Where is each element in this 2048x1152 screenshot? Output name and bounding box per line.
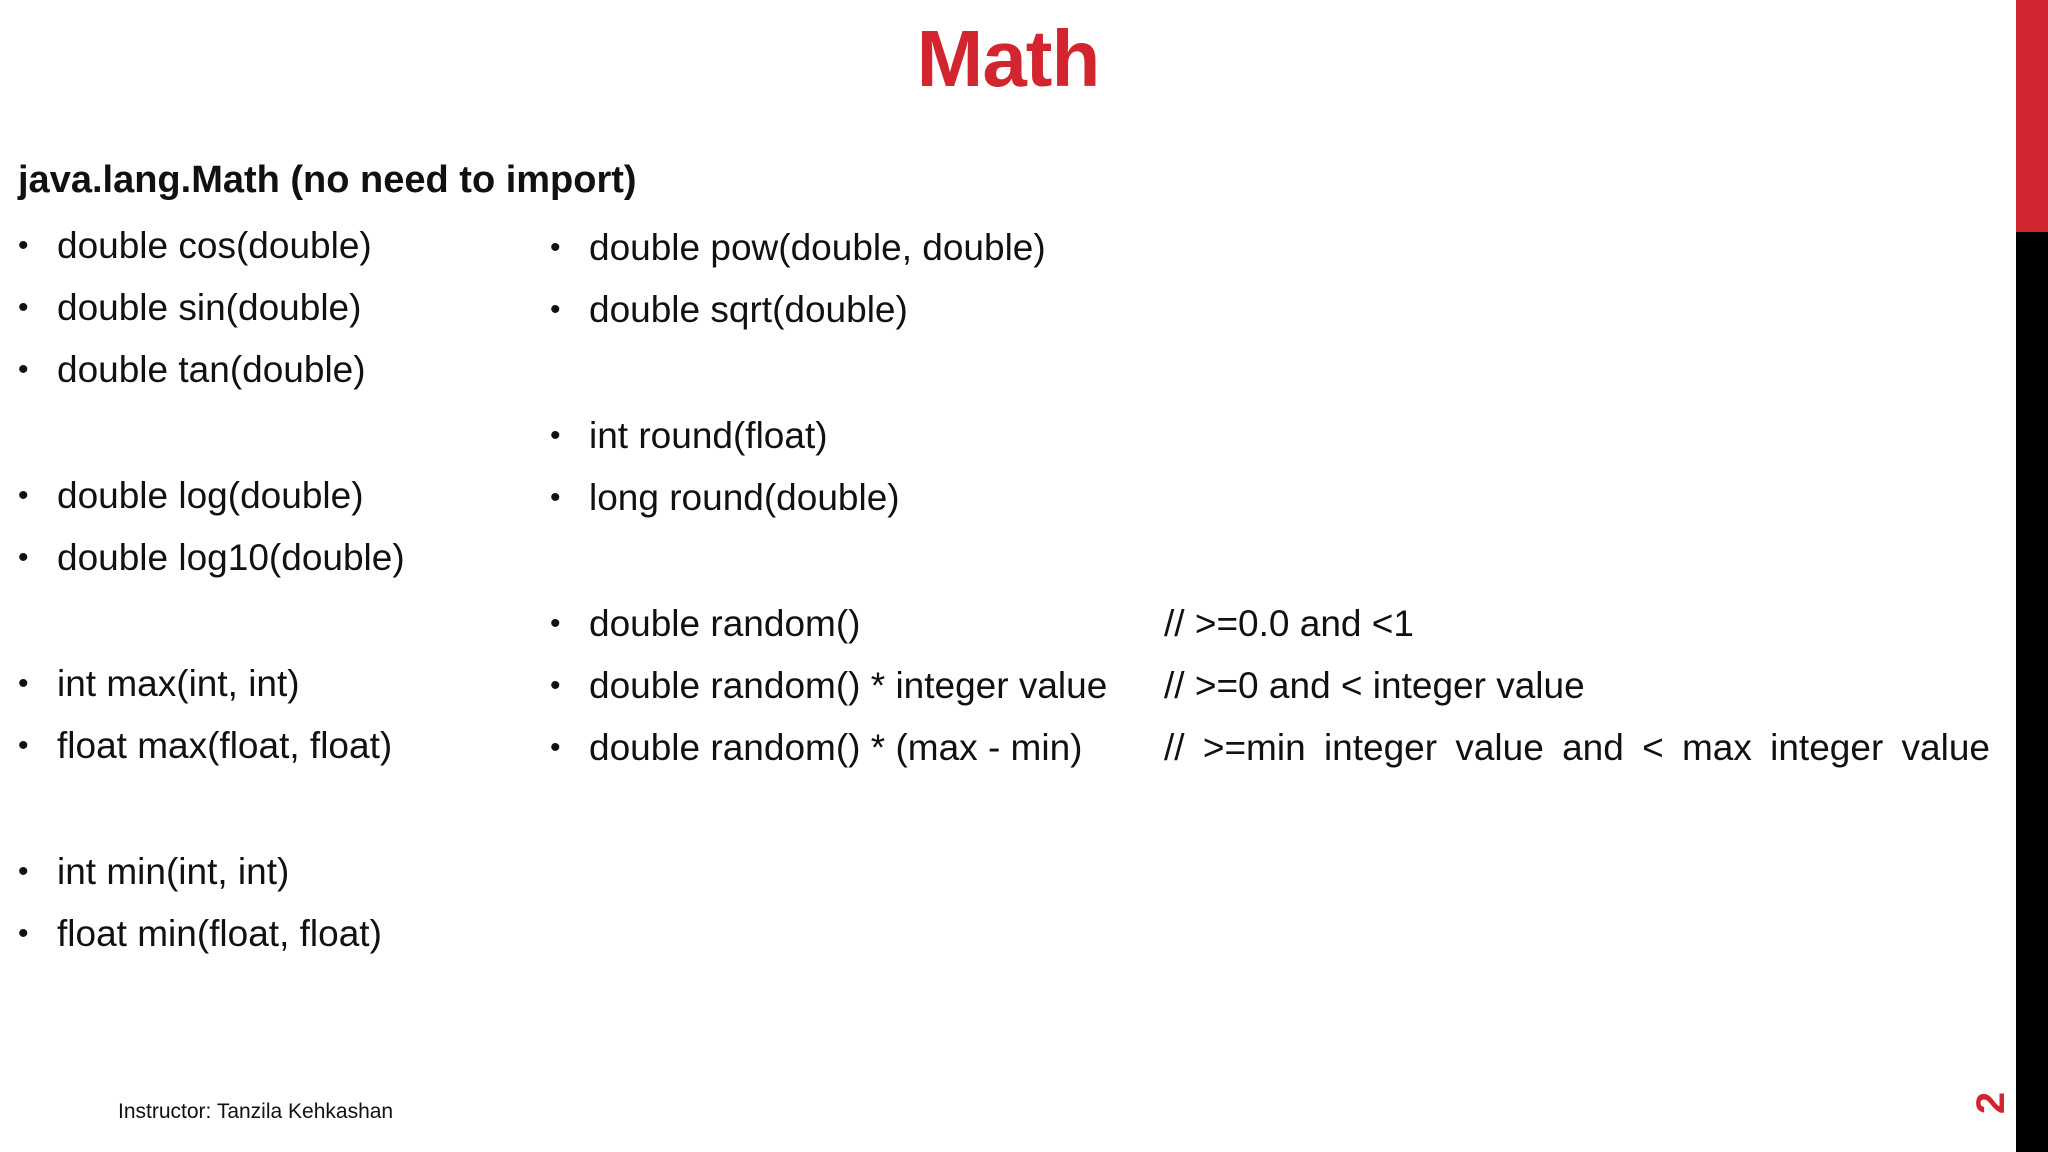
bullet-dot: • (550, 607, 561, 640)
list-item-label: double log10(double) (57, 537, 405, 578)
bullet-dot: • (18, 667, 29, 700)
section-heading: java.lang.Math (no need to import) (18, 159, 637, 201)
bullet-dot: • (18, 229, 29, 262)
list-item-label: long round(double) (589, 477, 900, 518)
bullet-dot: • (18, 917, 29, 950)
list-item-label: double random() * (max - min) (589, 727, 1083, 768)
list-item-label: double pow(double, double) (589, 227, 1046, 268)
bullet-dot: • (18, 479, 29, 512)
bullet-dot: • (550, 231, 561, 264)
list-item-label: double sin(double) (57, 287, 362, 328)
list-item-label: double cos(double) (57, 225, 372, 266)
bullet-dot: • (18, 541, 29, 574)
bullet-dot: • (550, 419, 561, 452)
list-item-label: int max(int, int) (57, 663, 300, 704)
bullet-dot: • (18, 729, 29, 762)
bullet-dot: • (550, 481, 561, 514)
list-item-label: double tan(double) (57, 349, 366, 390)
bullet-dot: • (550, 731, 561, 764)
list-item-label: float max(float, float) (57, 725, 393, 766)
list-item-label: int min(int, int) (57, 851, 290, 892)
bullet-dot: • (550, 669, 561, 702)
list-item-label: int round(float) (589, 415, 828, 456)
side-bar (2016, 0, 2048, 1152)
bullet-dot: • (18, 353, 29, 386)
comment-random-range: // >=min integer value and < max integer value (1164, 727, 1990, 768)
page-number: 2 (1969, 1091, 2013, 1115)
list-item-label: double sqrt(double) (589, 289, 908, 330)
slide-title: Math (916, 14, 1100, 103)
list-item-label: double log(double) (57, 475, 364, 516)
list-item-label: double random() * integer value (589, 665, 1108, 706)
side-bar-accent (2016, 0, 2048, 232)
footer-instructor: Instructor: Tanzila Kehkashan (118, 1100, 394, 1123)
list-item-label: float min(float, float) (57, 913, 382, 954)
bullet-dot: • (18, 291, 29, 324)
bullet-dot: • (18, 855, 29, 888)
list-item-label: double random() (589, 603, 861, 644)
comment-random: // >=0.0 and <1 (1164, 603, 1414, 644)
bullet-dot: • (550, 293, 561, 326)
comment-random-integer: // >=0 and < integer value (1164, 665, 1585, 706)
